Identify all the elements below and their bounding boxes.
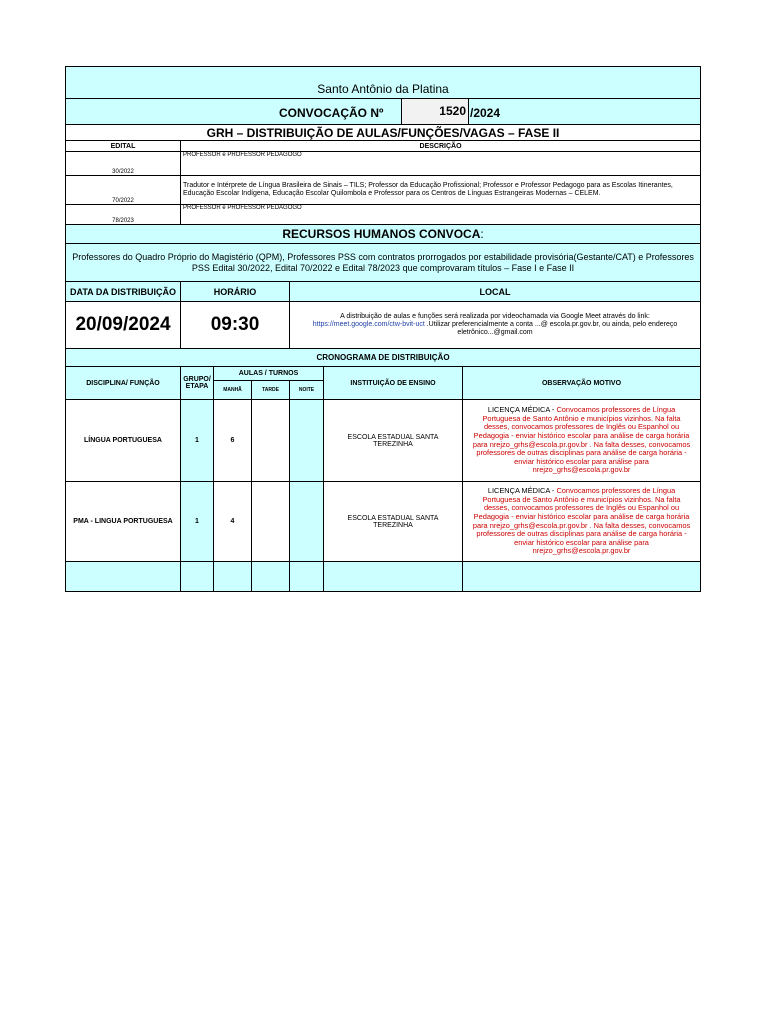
local-rest: .Utilizar preferencialmente a conta ...@ escola.pr.gov.br, ou ainda, pelo endereço eletrônico...@gmail.com bbox=[424, 320, 678, 337]
edital-row-1-description: PROFESSOR e PROFESSOR PEDAGOGO bbox=[181, 152, 701, 176]
local-intro: A distribuição de aulas e funções será realizada por videochamada via Google Meet através do link: bbox=[340, 312, 650, 320]
noite-header: NOITE bbox=[290, 381, 324, 400]
empty-cell bbox=[181, 562, 214, 592]
row-2-observacao bbox=[463, 482, 701, 562]
horario-label: HORÁRIO bbox=[181, 282, 290, 302]
row-2-obs-text: Convocamos professores de Língua Portuguesa de Santo Antônio e municípios vizinhos. Na falta desses, convocamos professores de Inglês ou Espanhol ou Pedagogia - enviar histórico escolar para análise de carga horária para nrejzo_grhs@escola.pr.gov.br . Na falta desses, convocamos professores de outras disciplinas para análise de carga horária - enviar histórico escolar para análise para nrejzo_grhs@escola.pr.gov.br bbox=[472, 486, 691, 556]
row-1-noite bbox=[290, 400, 324, 482]
edital-row-1-number: 30/2022 bbox=[66, 152, 181, 176]
empty-cell bbox=[463, 562, 701, 592]
row-1-obs-text: Convocamos professores de Língua Portuguesa de Santo Antônio e municípios vizinhos. Na falta desses, convocamos professores de Inglês ou Espanhol ou Pedagogia - enviar histórico escolar para análise de carga horária para nrejzo_grhs@escola.pr.gov.br . Na falta desses, convocamos professores de outras disciplinas para análise de carga horária - enviar histórico escolar para análise para nrejzo_grhs@escola.pr.gov.br bbox=[472, 405, 691, 475]
row-1-grupo: 1 bbox=[181, 400, 214, 482]
convocacao-cell bbox=[66, 99, 701, 125]
empty-cell bbox=[290, 562, 324, 592]
row-2-disciplina: PMA - LINGUA PORTUGUESA bbox=[66, 482, 181, 562]
empty-cell bbox=[324, 562, 463, 592]
disciplina-header: DISCIPLINA/ FUNÇÃO bbox=[66, 367, 181, 400]
convocacao-number: 1520 bbox=[439, 104, 466, 118]
edital-row-3-description: PROFESSOR e PROFESSOR PEDAGOGO bbox=[181, 205, 701, 225]
cronograma-title: CRONOGRAMA DE DISTRIBUIÇÃO bbox=[66, 349, 701, 367]
row-2-tarde bbox=[252, 482, 290, 562]
rh-title-cell bbox=[66, 225, 701, 244]
empty-row bbox=[66, 562, 701, 592]
descricao-header: DESCRIÇÃO bbox=[181, 141, 701, 152]
rh-title: RECURSOS HUMANOS CONVOCA bbox=[282, 227, 481, 241]
row-1-tarde bbox=[252, 400, 290, 482]
city-title: Santo Antônio da Platina bbox=[317, 82, 449, 96]
data-label: DATA DA DISTRIBUIÇÃO bbox=[66, 282, 181, 302]
empty-cell bbox=[252, 562, 290, 592]
rh-colon: : bbox=[480, 227, 484, 241]
row-2-grupo: 1 bbox=[181, 482, 214, 562]
rh-text: Professores do Quadro Próprio do Magistério (QPM), Professores PSS com contratos prorrogados por estabilidade provisória(Gestante/CAT) e Professores PSS Edital 30/2022, Edital 70/2022 e Edital 78/2023 que comprovaram títulos – Fase I e Fase II bbox=[66, 244, 701, 282]
convocation-sheet bbox=[65, 66, 700, 592]
row-1-obs-prefix: LICENÇA MÉDICA - bbox=[487, 405, 557, 415]
row-2-obs-prefix: LICENÇA MÉDICA - bbox=[487, 486, 557, 496]
distribution-time: 09:30 bbox=[181, 302, 290, 349]
row-1-disciplina: LÍNGUA PORTUGUESA bbox=[66, 400, 181, 482]
tarde-header: TARDE bbox=[252, 381, 290, 400]
convocacao-label: CONVOCAÇÃO Nº bbox=[279, 106, 384, 120]
aulas-header: AULAS / TURNOS bbox=[214, 367, 324, 381]
edital-header: EDITAL bbox=[66, 141, 181, 152]
convocation-table bbox=[65, 66, 701, 592]
edital-row-2-description: Tradutor e Intérprete de Língua Brasileira de Sinais – TILS; Professor da Educação Profissional; Professor e Professor Pedagogo para as Escolas Itinerantes, Educação Escolar Indígena, Educação Escolar Quilombola e Professor para os Centros de Línguas Estrangeiras Modernas – CELEM. bbox=[181, 176, 701, 205]
local-description bbox=[290, 302, 701, 349]
observacao-header: OBSERVAÇÃO MOTIVO bbox=[463, 367, 701, 400]
distribution-date: 20/09/2024 bbox=[66, 302, 181, 349]
manha-header: MANHÃ bbox=[214, 381, 252, 400]
row-1-manha: 6 bbox=[214, 400, 252, 482]
row-1-instituicao: ESCOLA ESTADUAL SANTA TEREZINHA bbox=[324, 400, 463, 482]
row-1-observacao bbox=[463, 400, 701, 482]
table-row bbox=[66, 400, 701, 482]
empty-cell bbox=[66, 562, 181, 592]
table-row bbox=[66, 482, 701, 562]
local-label: LOCAL bbox=[290, 282, 701, 302]
edital-row-2-number: 70/2022 bbox=[66, 176, 181, 205]
row-2-manha: 4 bbox=[214, 482, 252, 562]
section-title: GRH – DISTRIBUIÇÃO DE AULAS/FUNÇÕES/VAGAS – FASE II bbox=[66, 125, 701, 141]
row-2-noite bbox=[290, 482, 324, 562]
city-title-cell bbox=[66, 67, 701, 99]
meet-link[interactable]: https://meet.google.com/ctw-bvit-uct bbox=[312, 320, 425, 328]
grupo-header: GRUPO/ ETAPA bbox=[181, 367, 214, 400]
empty-cell bbox=[214, 562, 252, 592]
row-2-instituicao: ESCOLA ESTADUAL SANTA TEREZINHA bbox=[324, 482, 463, 562]
convocacao-year: /2024 bbox=[470, 106, 501, 120]
instituicao-header: INSTITUIÇÃO DE ENSINO bbox=[324, 367, 463, 400]
edital-row-3-number: 78/2023 bbox=[66, 205, 181, 225]
